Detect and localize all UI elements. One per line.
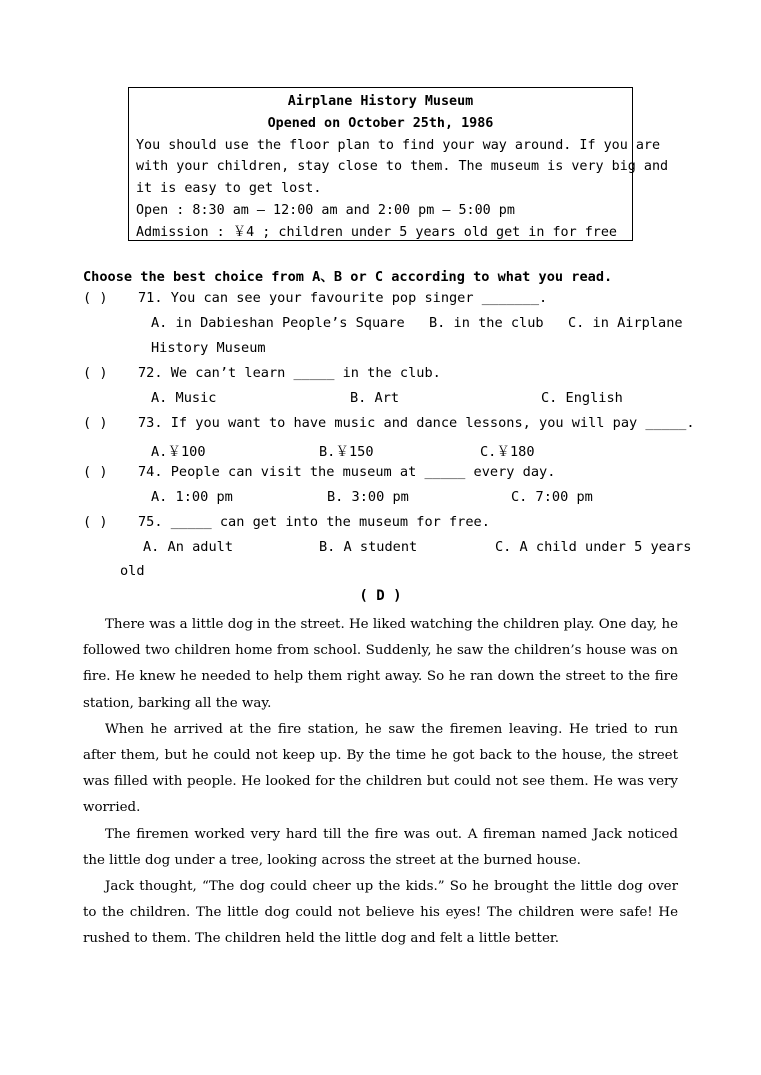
question-text: 74. People can visit the museum at _____ every day. [138,464,556,480]
option-a: A. An adult [143,539,234,555]
question-72 [83,365,441,381]
question-71 [83,290,547,306]
option-b: B. in the club [429,315,544,331]
notice-body-line: it is easy to get lost. [136,181,322,197]
option-b: B.￥150 [319,444,374,460]
notice-body-line: You should use the floor plan to find your way around. If you are [136,137,661,153]
option-c: C. English [541,390,623,406]
option-b: B. 3:00 pm [327,489,409,505]
answer-blank[interactable]: ( ) [83,365,108,381]
section-label: ( D ) [359,588,402,604]
museum-notice-box [128,87,669,241]
reading-passage [83,612,678,953]
question-text: 75. _____ can get into the museum for free. [138,514,490,530]
notice-title: Airplane History Museum [287,94,474,109]
option-c: C.￥180 [480,444,535,460]
answer-blank[interactable]: ( ) [83,290,108,306]
passage-paragraph: Jack thought, “The dog could cheer up the kids.” So he brought the little dog over to the children. The little dog could not believe his eyes! The children were safe! He rushed to them. The children held the little dog and felt a little better. [83,879,678,947]
notice-open-hours: Open : 8:30 am — 12:00 am and 2:00 pm — 5:00 pm [136,202,515,218]
option-a: A. 1:00 pm [151,489,233,505]
question-73 [83,415,695,431]
question-text: 71. You can see your favourite pop singer _______. [138,290,548,306]
option-c: C. 7:00 pm [511,489,593,505]
passage-paragraph: There was a little dog in the street. He liked watching the children play. One day, he followed two children home from school. Suddenly, he saw the children’s house was on fire. He knew he needed to help them right away. So he ran down the street to the fire station, barking all the way. [83,617,678,711]
option-continuation: History Museum [151,340,266,356]
instruction-text: Choose the best choice from A、B or C according to what you read. [83,269,613,285]
notice-opened-date: Opened on October 25th, 1986 [267,115,494,131]
question-text: 73. If you want to have music and dance lessons, you will pay _____. [138,415,695,431]
notice-admission: Admission : ￥4 ; children under 5 years old get in for free [136,224,617,240]
option-c: C. in Airplane [568,315,683,331]
answer-blank[interactable]: ( ) [83,415,108,431]
question-74 [83,464,555,480]
answer-blank[interactable]: ( ) [83,464,108,480]
passage-paragraph: When he arrived at the fire station, he saw the firemen leaving. He tried to run after them, but he could not keep up. By the time he got back to the house, the street was filled with people. He looked for the children but could not see them. He was very worried. [83,721,678,816]
answer-blank[interactable]: ( ) [83,514,108,530]
option-c: C. A child under 5 years [495,539,692,555]
passage-paragraph: The firemen worked very hard till the fire was out. A fireman named Jack noticed the little dog under a tree, looking across the street at the burned house. [83,826,678,868]
option-a: A. Music [151,390,217,406]
option-a: A.￥100 [151,444,206,460]
option-a: A. in Dabieshan People’s Square [151,315,405,331]
option-continuation: old [120,563,145,579]
notice-body-line: with your children, stay close to them. The museum is very big and [136,159,669,175]
option-b: B. Art [350,390,400,406]
question-text: 72. We can’t learn _____ in the club. [138,365,441,381]
question-75 [83,514,490,530]
option-b: B. A student [319,539,418,555]
